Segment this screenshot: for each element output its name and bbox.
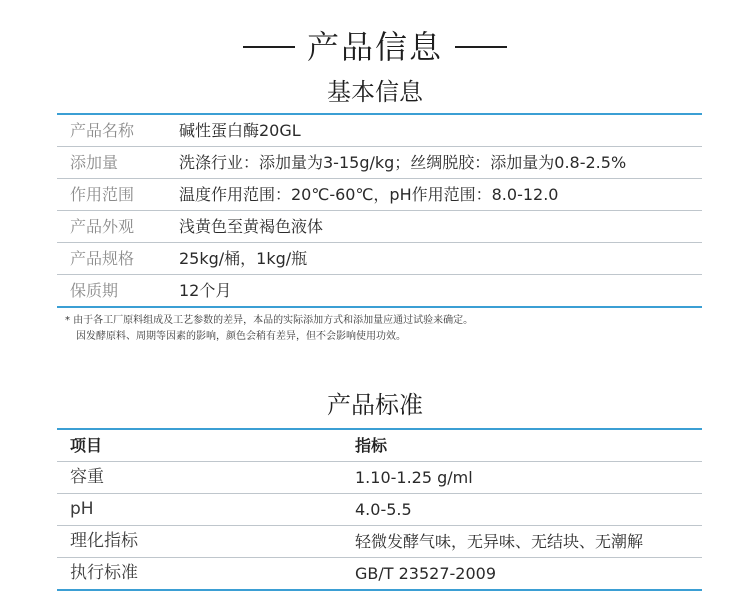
- basic-info-heading: 基本信息: [327, 78, 423, 106]
- table-row: [57, 113, 702, 147]
- standard-heading: 产品标准: [327, 391, 423, 419]
- title-left-dash: [243, 46, 295, 48]
- table-header-row: [57, 428, 702, 462]
- row-spec: 轻微发酵气味，无异味、无结块、无潮解: [355, 532, 644, 551]
- table-row: [57, 147, 702, 179]
- row-value: 洗涤行业：添加量为3-15g/kg；丝绸脱胶：添加量为0.8-2.5%: [179, 153, 627, 172]
- row-label: 作用范围: [70, 185, 135, 204]
- page-title: [0, 22, 750, 68]
- row-label: 产品外观: [70, 217, 135, 236]
- table-row: [57, 275, 702, 308]
- row-label: 添加量: [70, 153, 119, 172]
- row-value: 碱性蛋白酶20GL: [179, 121, 301, 140]
- row-spec: 4.0-5.5: [355, 500, 412, 519]
- row-item: 理化指标: [70, 531, 138, 551]
- header-item: 项目: [70, 436, 103, 455]
- row-value: 温度作用范围：20℃-60℃，pH作用范围：8.0-12.0: [179, 185, 559, 204]
- standard-table: [57, 428, 702, 591]
- row-label: 保质期: [70, 281, 119, 300]
- table-row: [57, 211, 702, 243]
- footnote-line-2: 因发酵原料、周期等因素的影响，颜色会稍有差异，但不会影响使用功效。: [76, 331, 406, 342]
- table-row: [57, 526, 702, 558]
- footnote-line-1: * 由于各工厂原料组成及工艺参数的差异，本品的实际添加方式和添加量应通过试验来确定。: [65, 315, 474, 326]
- row-value: 25kg/桶，1kg/瓶: [179, 249, 308, 268]
- row-label: 产品规格: [70, 249, 135, 268]
- row-value: 浅黄色至黄褐色液体: [179, 217, 324, 236]
- table-row: [57, 179, 702, 211]
- row-label: 产品名称: [70, 121, 135, 140]
- table-row: [57, 462, 702, 494]
- row-spec: GB/T 23527-2009: [355, 564, 497, 583]
- title-right-dash: [455, 46, 507, 48]
- table-row: [57, 494, 702, 526]
- basic-info-table: [57, 113, 702, 308]
- row-spec: 1.10-1.25 g/ml: [355, 468, 473, 487]
- row-item: pH: [70, 499, 94, 519]
- row-item: 执行标准: [70, 563, 138, 583]
- table-row: [57, 243, 702, 275]
- row-item: 容重: [70, 467, 104, 487]
- table-row: [57, 558, 702, 591]
- header-spec: 指标: [355, 436, 388, 455]
- row-value: 12个月: [179, 281, 232, 300]
- page-title-text: 产品信息: [306, 28, 443, 66]
